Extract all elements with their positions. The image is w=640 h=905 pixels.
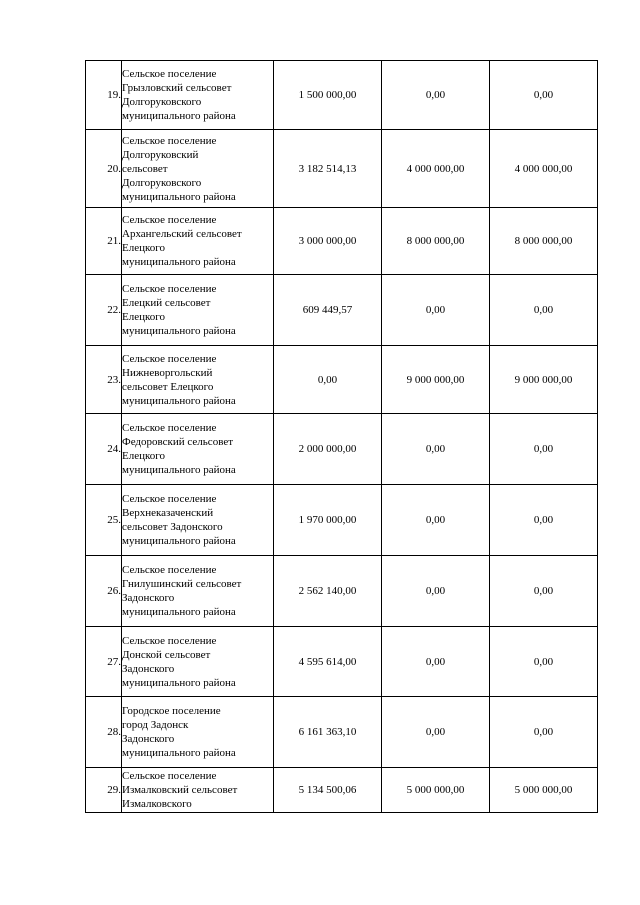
settlement-name — [122, 208, 274, 275]
settlement-name-line: Измалковского — [122, 798, 192, 810]
table-row — [86, 275, 598, 346]
amount-cell-1: 1 500 000,00 — [274, 61, 382, 130]
row-number: 23. — [86, 346, 122, 414]
amount-cell-1: 5 134 500,06 — [274, 768, 382, 813]
settlement-name-line: Задонского — [122, 592, 175, 604]
amount-cell-3: 8 000 000,00 — [490, 208, 598, 275]
settlement-name-line: Федоровский сельсовет — [122, 436, 234, 448]
amount-cell-1: 2 000 000,00 — [274, 414, 382, 485]
settlement-name-line: Донской сельсовет — [122, 648, 211, 661]
settlement-name-line: Сельское поселение — [122, 352, 217, 365]
row-number: 27. — [86, 627, 122, 697]
row-number: 22. — [86, 275, 122, 346]
settlement-name-line: Долгоруковский — [122, 148, 199, 161]
amount-cell-3: 0,00 — [490, 61, 598, 130]
amount-cell-3: 0,00 — [490, 275, 598, 346]
settlement-name-line: муниципального района — [122, 676, 236, 689]
settlement-name — [122, 768, 274, 813]
settlement-name-line: Задонского — [122, 662, 175, 675]
table-row — [86, 697, 598, 768]
settlement-name-line: Сельское поселение — [122, 422, 217, 434]
settlement-name-line: Сельское поселение — [122, 564, 217, 576]
amount-cell-2: 0,00 — [382, 414, 490, 485]
row-number: 26. — [86, 556, 122, 627]
amount-cell-3: 0,00 — [490, 414, 598, 485]
settlement-name-line: сельсовет Задонского — [122, 521, 223, 533]
settlement-name-line: Архангельский сельсовет — [122, 228, 242, 240]
table-row — [86, 130, 598, 208]
amount-cell-2: 0,00 — [382, 61, 490, 130]
settlement-name-line: Сельское поселение — [122, 68, 217, 80]
settlement-name — [122, 414, 274, 485]
table-row — [86, 627, 598, 697]
amount-cell-2: 0,00 — [382, 556, 490, 627]
settlement-name — [122, 130, 274, 208]
amount-cell-3: 9 000 000,00 — [490, 346, 598, 414]
settlement-name-line: муниципального района — [122, 464, 236, 476]
amount-cell-2: 5 000 000,00 — [382, 768, 490, 813]
table-row — [86, 61, 598, 130]
table-row — [86, 556, 598, 627]
settlement-name-line: муниципального района — [122, 256, 236, 268]
amount-cell-1: 609 449,57 — [274, 275, 382, 346]
settlement-name-line: муниципального района — [122, 747, 236, 759]
amount-cell-2: 9 000 000,00 — [382, 346, 490, 414]
amount-cell-2: 0,00 — [382, 627, 490, 697]
amount-cell-3: 4 000 000,00 — [490, 130, 598, 208]
settlement-name-line: муниципального района — [122, 190, 236, 203]
settlement-name-line: Сельское поселение — [122, 214, 217, 226]
row-number: 29. — [86, 768, 122, 813]
settlement-name-line: Елецкий сельсовет — [122, 297, 211, 309]
amount-cell-1: 3 000 000,00 — [274, 208, 382, 275]
budget-table — [85, 60, 598, 813]
settlement-name — [122, 275, 274, 346]
settlement-name — [122, 697, 274, 768]
amount-cell-2: 0,00 — [382, 275, 490, 346]
amount-cell-3: 5 000 000,00 — [490, 768, 598, 813]
amount-cell-3: 0,00 — [490, 697, 598, 768]
amount-cell-1: 4 595 614,00 — [274, 627, 382, 697]
settlement-name-line: Елецкого — [122, 242, 166, 254]
amount-cell-3: 0,00 — [490, 556, 598, 627]
settlement-name-line: Долгоруковского — [122, 176, 202, 189]
settlement-name — [122, 627, 274, 697]
row-number: 25. — [86, 485, 122, 556]
row-number: 28. — [86, 697, 122, 768]
row-number: 24. — [86, 414, 122, 485]
settlement-name-line: Верхнеказаченский — [122, 507, 214, 519]
settlement-name-line: город Задонск — [122, 719, 189, 731]
settlement-name — [122, 346, 274, 414]
settlement-name-line: муниципального района — [122, 606, 236, 618]
settlement-name-line: Гнилушинский сельсовет — [122, 578, 242, 590]
settlement-name-line: муниципального района — [122, 110, 236, 122]
amount-cell-1: 3 182 514,13 — [274, 130, 382, 208]
amount-cell-2: 8 000 000,00 — [382, 208, 490, 275]
settlement-name — [122, 556, 274, 627]
settlement-name-line: Долгоруковского — [122, 96, 202, 108]
table-row — [86, 485, 598, 556]
table-row — [86, 208, 598, 275]
settlement-name-line: муниципального района — [122, 325, 236, 337]
amount-cell-1: 6 161 363,10 — [274, 697, 382, 768]
row-number: 20. — [86, 130, 122, 208]
settlement-name — [122, 61, 274, 130]
settlement-name — [122, 485, 274, 556]
settlement-name-line: Сельское поселение — [122, 493, 217, 505]
settlement-name-line: Сельское поселение — [122, 634, 217, 647]
settlement-name-line: муниципального района — [122, 394, 236, 407]
settlement-name-line: Городское поселение — [122, 705, 221, 717]
settlement-name-line: Сельское поселение — [122, 770, 217, 782]
settlement-name-line: Грызловский сельсовет — [122, 82, 232, 94]
settlement-name-line: Сельское поселение — [122, 134, 217, 147]
settlement-name-line: Сельское поселение — [122, 283, 217, 295]
settlement-name-line: муниципального района — [122, 535, 236, 547]
settlement-name-line: сельсовет — [122, 162, 168, 175]
amount-cell-3: 0,00 — [490, 627, 598, 697]
row-number: 19. — [86, 61, 122, 130]
settlement-name-line: сельсовет Елецкого — [122, 380, 214, 393]
amount-cell-2: 4 000 000,00 — [382, 130, 490, 208]
amount-cell-1: 2 562 140,00 — [274, 556, 382, 627]
settlement-name-line: Измалковский сельсовет — [122, 784, 238, 796]
settlement-name-line: Елецкого — [122, 311, 166, 323]
table-row — [86, 768, 598, 813]
table-row — [86, 346, 598, 414]
settlement-name-line: Задонского — [122, 733, 175, 745]
amount-cell-2: 0,00 — [382, 485, 490, 556]
amount-cell-2: 0,00 — [382, 697, 490, 768]
settlement-name-line: Нижневоргольский — [122, 366, 213, 379]
table-row — [86, 414, 598, 485]
amount-cell-1: 0,00 — [274, 346, 382, 414]
amount-cell-1: 1 970 000,00 — [274, 485, 382, 556]
table-body — [86, 61, 598, 813]
row-number: 21. — [86, 208, 122, 275]
amount-cell-3: 0,00 — [490, 485, 598, 556]
settlement-name-line: Елецкого — [122, 450, 166, 462]
